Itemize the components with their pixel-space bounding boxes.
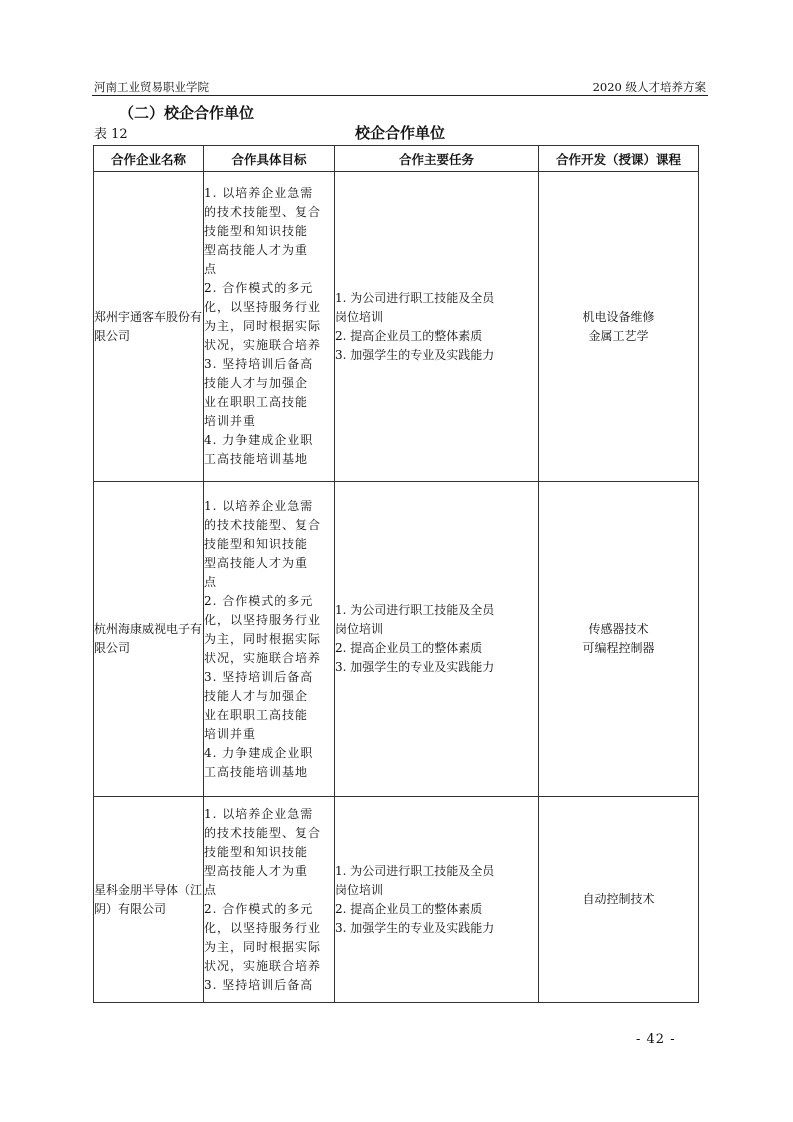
header-rule [92, 95, 708, 96]
task-line: 2. 提高企业员工的整体素质 [335, 328, 483, 343]
goal-line: 技能人才与加强企 [204, 688, 309, 703]
goal-line: 1. 以培养企业急需 [204, 498, 314, 513]
task-line: 3. 加强学生的专业及实践能力 [335, 347, 495, 362]
course-line: 传感器技术 [588, 622, 649, 636]
goal-line: 状况，实施联合培养 [204, 338, 322, 352]
goal-line: 技能型和知识技能 [204, 844, 309, 859]
column-header-company: 合作企业名称 [94, 146, 204, 172]
goal-line: 3. 坚持培训后备高 [204, 357, 314, 371]
goal-line: 点 [204, 882, 218, 897]
table-row [94, 172, 699, 482]
goal-line: 业在职职工高技能 [204, 707, 309, 722]
course-line: 金属工艺学 [588, 328, 649, 343]
goal-line: 业在职职工高技能 [204, 395, 309, 409]
goal-line: 1. 以培养企业急需 [204, 186, 314, 200]
page-header [92, 80, 708, 96]
table-label: 表 12 [94, 127, 128, 142]
task-line: 1. 为公司进行职工技能及全员 [335, 863, 495, 878]
goal-line: 的技术技能型、复合 [204, 825, 322, 840]
cooperation-goals [204, 172, 335, 482]
goal-line: 培训并重 [204, 726, 257, 741]
page-number: - 42 - [636, 1032, 676, 1047]
goal-line: 3. 坚持培训后备高 [204, 669, 314, 684]
goal-line: 技能型和知识技能 [204, 536, 309, 551]
cooperation-tasks [335, 482, 539, 797]
goal-line: 化，以坚持服务行业 [204, 920, 322, 935]
cooperation-goals [204, 797, 335, 1003]
table-row [94, 482, 699, 797]
goal-line: 化，以坚持服务行业 [204, 612, 322, 627]
goal-line: 技能人才与加强企 [204, 376, 309, 390]
header-document-title: 2020 级人才培养方案 [592, 80, 706, 94]
course-line: 可编程控制器 [582, 641, 655, 655]
cooperation-courses [539, 172, 699, 482]
goal-line: 4. 力争建成企业职 [204, 745, 314, 760]
goal-line: 为主，同时根据实际 [204, 631, 322, 646]
goal-line: 型高技能人才为重 [204, 863, 309, 878]
goal-line: 2. 合作模式的多元 [204, 593, 314, 608]
goal-line: 4. 力争建成企业职 [204, 433, 314, 447]
course-line: 机电设备维修 [582, 309, 655, 324]
goal-line: 点 [204, 574, 218, 589]
task-line: 岗位培训 [335, 309, 384, 324]
goal-line: 点 [204, 262, 218, 276]
header-school-name: 河南工业贸易职业学院 [94, 80, 209, 94]
task-line: 1. 为公司进行职工技能及全员 [335, 603, 495, 617]
goal-line: 型高技能人才为重 [204, 555, 309, 570]
table-row [94, 797, 699, 1003]
goal-line: 1. 以培养企业急需 [204, 806, 314, 821]
goal-line: 化，以坚持服务行业 [204, 300, 322, 314]
course-line: 自动控制技术 [582, 892, 655, 906]
company-name: 杭州海康威视电子有限公司 [94, 482, 204, 797]
goal-line: 技能型和知识技能 [204, 224, 309, 238]
task-line: 3. 加强学生的专业及实践能力 [335, 660, 495, 674]
section-title: （二）校企合作单位 [119, 104, 255, 122]
table-caption: 校企合作单位 [354, 124, 445, 142]
goal-line: 的技术技能型、复合 [204, 205, 322, 219]
cooperation-courses [539, 797, 699, 1003]
cooperation-goals [204, 482, 335, 797]
company-name: 郑州宇通客车股份有限公司 [94, 172, 204, 482]
goal-line: 3. 坚持培训后备高 [204, 977, 314, 992]
task-line: 岗位培训 [335, 622, 384, 636]
goal-line: 培训并重 [204, 414, 257, 428]
goal-line: 为主，同时根据实际 [204, 939, 322, 954]
cooperation-tasks [335, 797, 539, 1003]
goal-line: 工高技能培训基地 [204, 764, 309, 779]
goal-line: 的技术技能型、复合 [204, 517, 322, 532]
column-header-courses: 合作开发（授课）课程 [539, 146, 699, 172]
cooperation-courses [539, 482, 699, 797]
task-line: 2. 提高企业员工的整体素质 [335, 901, 483, 916]
goal-line: 型高技能人才为重 [204, 243, 309, 257]
task-line: 2. 提高企业员工的整体素质 [335, 641, 483, 655]
task-line: 1. 为公司进行职工技能及全员 [335, 290, 495, 305]
task-line: 岗位培训 [335, 882, 384, 897]
column-header-tasks: 合作主要任务 [335, 146, 539, 172]
task-line: 3. 加强学生的专业及实践能力 [335, 920, 495, 935]
column-header-goals: 合作具体目标 [204, 146, 335, 172]
goal-line: 为主，同时根据实际 [204, 319, 322, 333]
goal-line: 2. 合作模式的多元 [204, 281, 314, 295]
goal-line: 2. 合作模式的多元 [204, 901, 314, 916]
company-name: 星科金朋半导体（江阴）有限公司 [94, 797, 204, 1003]
cooperation-table [93, 145, 699, 1003]
goal-line: 状况，实施联合培养 [204, 650, 322, 665]
table-header-row [94, 146, 699, 172]
goal-line: 状况，实施联合培养 [204, 958, 322, 973]
cooperation-tasks [335, 172, 539, 482]
goal-line: 工高技能培训基地 [204, 452, 309, 466]
